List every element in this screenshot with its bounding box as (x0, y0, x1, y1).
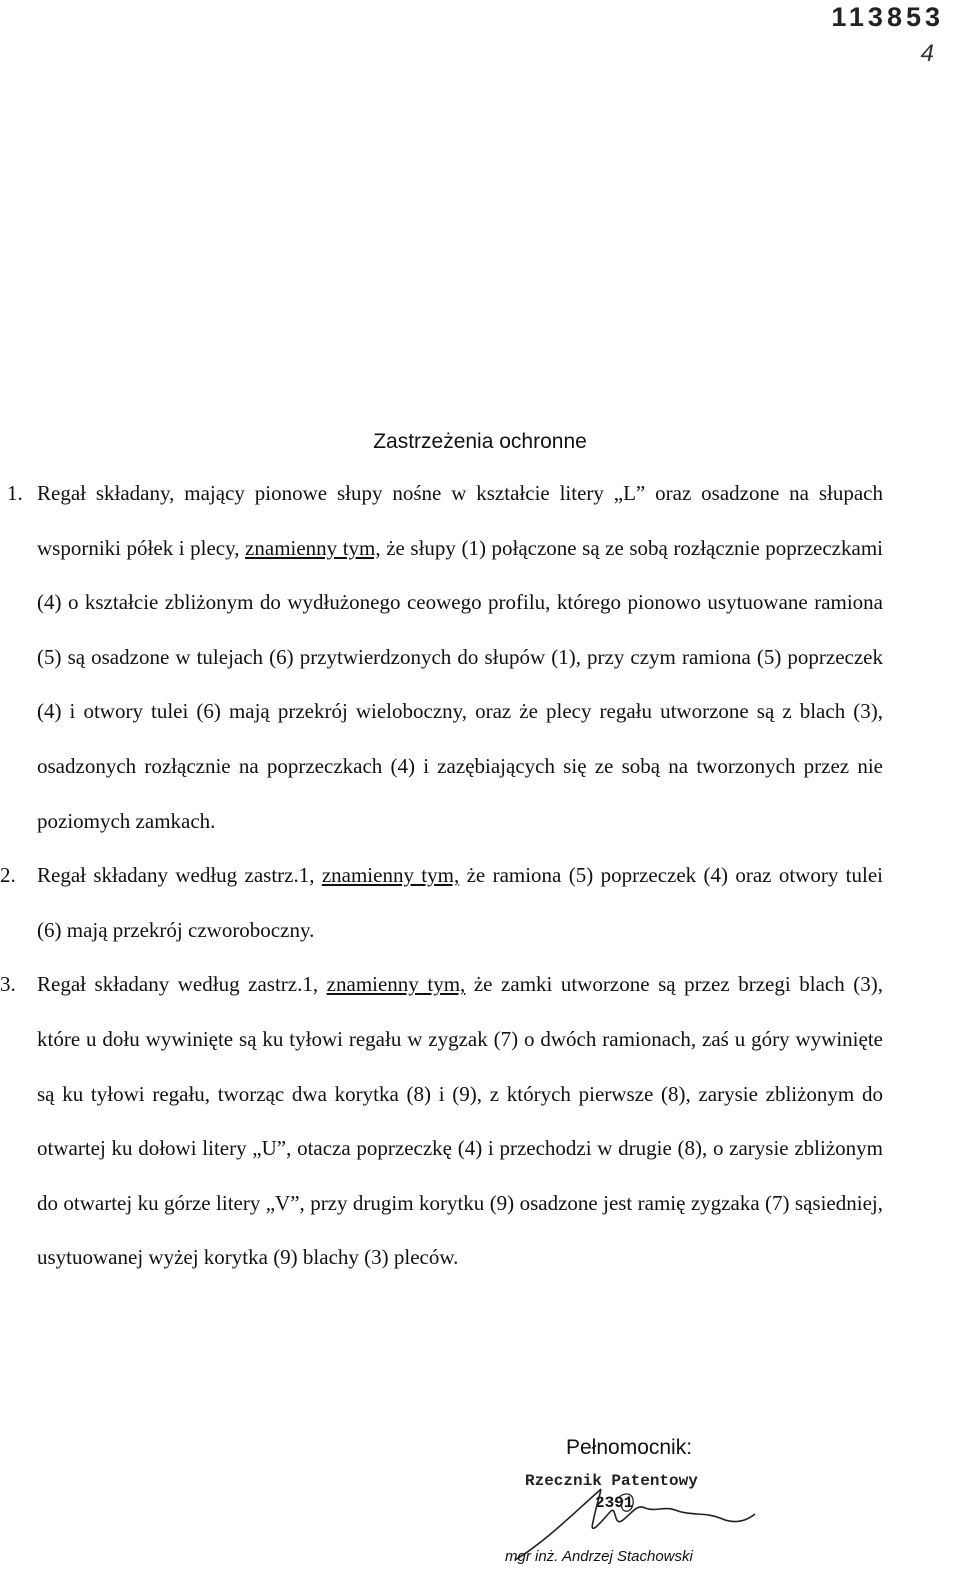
stamp-name: mgr inż. Andrzej Stachowski (505, 1548, 693, 1565)
claims-list (0, 466, 884, 1285)
claim-keyword: znamienny tym, (245, 535, 381, 560)
claim-number: 3. (0, 972, 16, 997)
claim-keyword: znamienny tym, (321, 863, 460, 888)
claim-text: Regał składany według zastrz.1, (37, 972, 327, 997)
attorney-label: Pełnomocnik: (566, 1436, 693, 1459)
claim-number: 2. (0, 863, 16, 888)
claim-text: że ramiona (5) poprzeczek (4) oraz otwory tulei (6) mają przekrój czworoboczny. (37, 863, 883, 942)
stamp-title: Rzecznik Patentowy (525, 1472, 698, 1490)
claim-keyword: znamienny tym, (326, 972, 466, 997)
document-number: 113853 (831, 2, 944, 32)
page-mark: 4 (920, 40, 934, 67)
claim-3 (0, 957, 884, 1285)
stamp-number: 2391 (595, 1494, 634, 1512)
document-title: Zastrzeżenia ochronne (373, 430, 587, 453)
claim-text: Regał składany, mający pionowe słupy nośne w kształcie litery „L” oraz osadzone na słupach wsporniki półek i plecy, (37, 481, 883, 560)
claim-text: że słupy (1) połączone są ze sobą rozłącznie poprzeczkami (4) o kształcie zbliżonym do wydłużonego ceowego profilu, którego pionowo usytuowane ramiona (5) są osadzone w tulejach (6) przytwierdzonych do słupów (1), przy czym ramiona (5) poprzeczek (4) i otwory tulei (6) mają przekrój wieloboczny, oraz że plecy regału utworzone są z blach (3), osadzonych rozłącznie na poprzeczkach (4) i zazębiających się ze sobą na tworzonych przez nie poziomych zamkach. (37, 535, 883, 833)
claim-number: 1. (7, 481, 23, 505)
claim-text: Regał składany według zastrz.1, (37, 863, 322, 888)
attorney-stamp (505, 1472, 765, 1572)
claim-1 (7, 466, 883, 848)
claim-text: że zamki utworzone są przez brzegi blach (3), które u dołu wywinięte są ku tyłowi regału w zygzak (7) o dwóch ramionach, zaś u góry wywinięte są ku tyłowi regału, tworząc dwa korytka (8) i (9), z których pierwsze (8), zarysie zbliżonym do otwartej ku dołowi litery „U”, otacza poprzeczkę (4) i przechodzi w drugie (8), o zarysie zbliżonym do otwartej ku górze litery „V”, przy drugim korytku (9) osadzone jest ramię zygzaka (7) sąsiedniej, usytuowanej wyżej korytka (9) blachy (3) pleców. (37, 972, 884, 1270)
claim-2 (0, 848, 883, 957)
